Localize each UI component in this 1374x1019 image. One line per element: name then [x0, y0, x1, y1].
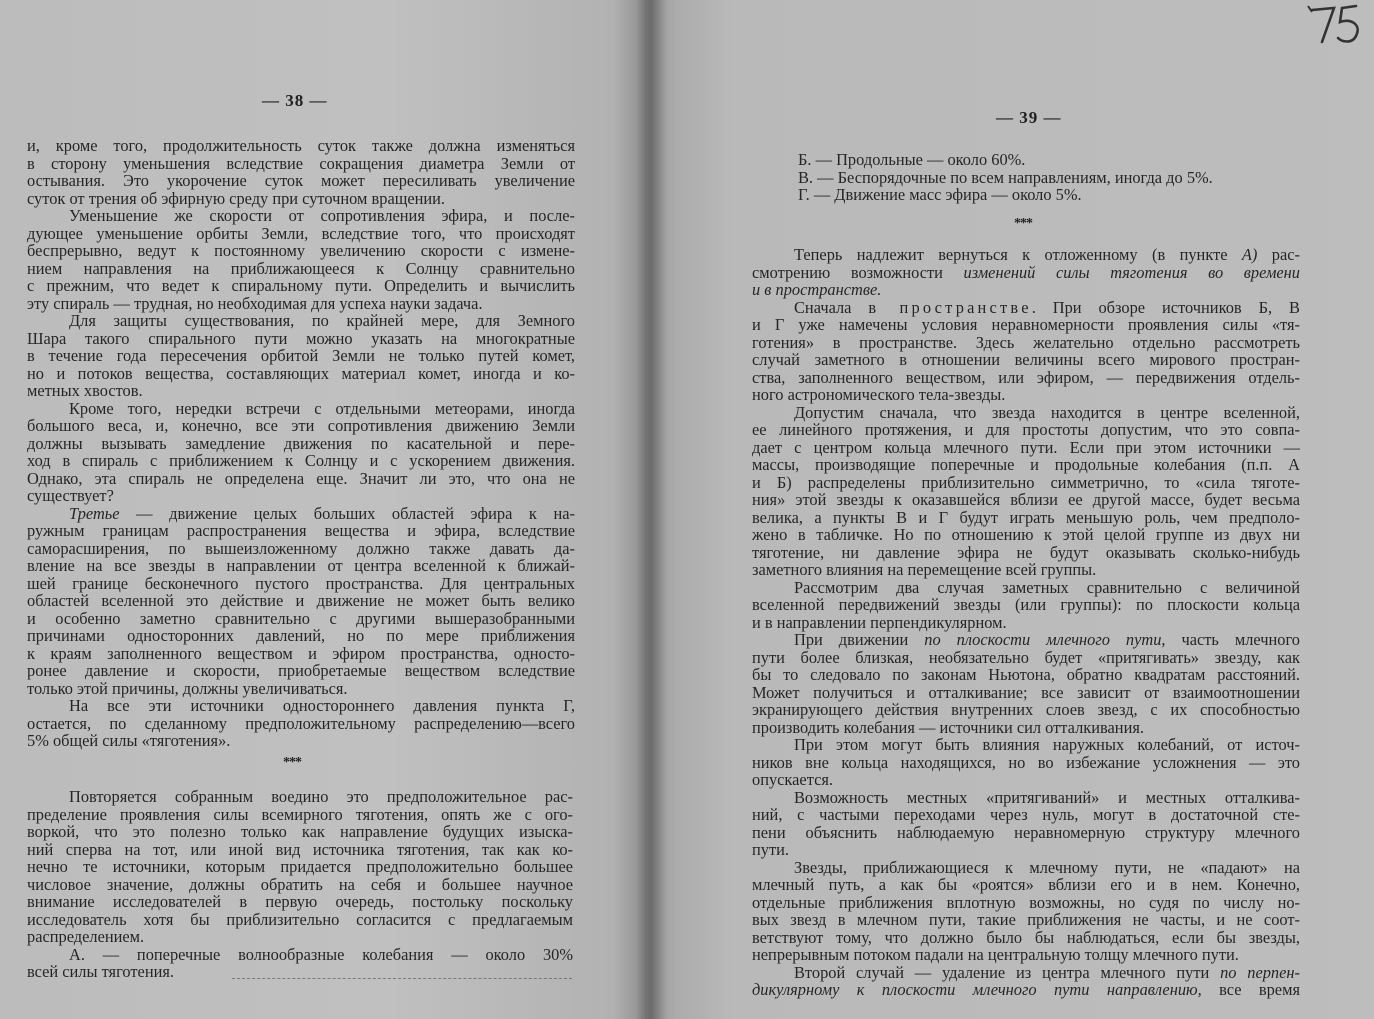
text-line: ния» этой звезды к оказавшейся вблизи ее другой массе, будет весьма [752, 490, 1300, 509]
text-line: 5% общей силы «тяготения». [27, 731, 231, 750]
paragraph [27, 697, 575, 750]
text-line: вселенной передвижений звезды (или группы): по плоскости кольца [752, 595, 1300, 614]
text-line: к краям заполненного веществом и эфиром пространства, односто- [27, 643, 575, 663]
italic-emphasis: по плоскости млечного пути, [924, 630, 1166, 649]
text-line: На все эти источники одностороннего давления пункта Г, [69, 696, 575, 715]
text-line: ветствуют тому, что должно было бы наблюдаться, если бы звезды, [752, 927, 1300, 947]
text-line: Допустим сначала, что звезда находится в центре вселенной, [794, 402, 1300, 422]
text-block [27, 788, 573, 981]
text-line: дает с центром кольца млечного пути. Если при этом источники — [752, 437, 1300, 457]
text-line [752, 964, 1300, 982]
text-line [752, 246, 1300, 264]
text-line [752, 264, 1300, 282]
text-line: заметного влияния на перемещение всей группы. [752, 560, 1097, 579]
page-number: — 39 — [996, 108, 1062, 127]
text-line: воркой, что это полезно только как направление будущих изыска- [27, 822, 573, 841]
text-line: непрерывным потоком падали на центральную толщу млечного пути. [752, 945, 1239, 964]
text-line: Кроме того, нередки встречи с отдельными метеорами, иногда [69, 398, 575, 418]
text-line: внимание исследователей в первую очередь, постольку поскольку [27, 892, 573, 911]
paragraph [752, 789, 1300, 859]
text-line: Для защиты существования, по крайней мере, для Земного [69, 311, 575, 330]
text-line: и Б) распределены приблизительно симметрично, то «сила тяготе- [752, 472, 1300, 492]
text-line: в сторону уменьшения вследствие сокращения диаметра Земли от [27, 153, 575, 173]
text-line: и, кроме того, продолжительность суток также должна изменяться [27, 136, 575, 155]
text-line: ства, заполненного веществом, или эфиром, — передвижения отдель- [752, 367, 1300, 387]
text-line: всей силы тяготения. [27, 962, 174, 981]
text-line: ников вне кольца находящихся, но во избежание усложнения — это [752, 752, 1300, 772]
text-line: в течение года пересечения орбитой Земли не только путей комет, [27, 346, 575, 365]
text-segment: часть млечного [1165, 630, 1300, 649]
spaced-emphasis: в пространстве [868, 297, 1032, 317]
text-segment: Сначала [794, 297, 869, 317]
italic-emphasis: Третье [69, 503, 120, 523]
text-segment: все время [1201, 980, 1300, 999]
text-line: и в направлении перпендикулярном. [752, 612, 1007, 632]
list-item: В. — Беспорядочные по всем направлениям, иногда до 5%. [798, 167, 1213, 187]
text-line: остается, по сделанному предположительному распределению—всего [27, 713, 575, 733]
text-line: ход в спираль с приближением к Солнцу и с ускорением движения. [27, 451, 575, 470]
text-line: числовое значение, должны обратить на себя и большее научное [27, 874, 573, 894]
text-line: должны вызывать замедление движения по касательной и пере- [27, 433, 575, 453]
text-line: Звезды, приближающиеся к млечному пути, не «падают» на [794, 857, 1300, 877]
paragraph [752, 299, 1300, 404]
list-item: Г. — Движение масс эфира — около 5%. [798, 185, 1082, 204]
paragraph [752, 964, 1300, 999]
paragraph [752, 631, 1300, 736]
left-page [0, 0, 645, 1019]
text-line: велика, а пункты В и Г будут играть меньшую роль, чем предполо- [752, 507, 1300, 527]
text-line: шей границе бесконечного пустого пространства. Для центральных [27, 573, 575, 593]
text-line: ружным границам распространения вещества и эфира, вследствие [27, 521, 575, 540]
text-line: только этой причины, должны увеличиваться. [27, 678, 348, 698]
text-line: бы то следовало по законам Ньютона, обратно квадратам расстояний. [752, 665, 1300, 684]
text-line: ного астрономического тела-звезды. [752, 385, 1006, 404]
text-line: но и потоков вещества, составляющих материал комет, иногда и ко- [27, 363, 575, 383]
text-line: пути более близкая, необязательно будет «притягивать» звезду, как [752, 647, 1300, 667]
italic-emphasis: А) [1241, 245, 1258, 264]
text-line: Повторяется собранным воедино это предположительное рас- [69, 787, 573, 806]
handwritten-page-mark [1306, 2, 1372, 50]
text-segment: смотрению возможности [752, 262, 964, 282]
text-line: производить колебания — источники сил отталкивания. [752, 717, 1144, 737]
text-line: остывания. Это укорочение суток может пересиливать увеличение [27, 171, 575, 190]
text-line: беспрерывно, ведут к постоянному увеличению скорости с измене- [27, 241, 575, 260]
text-line: причинами односторонних давлений, но по мере приближения [27, 626, 575, 645]
text-line: ний сперва на тот, или иной вид источника тяготения, так как ко- [27, 839, 573, 859]
text-line: суток от трения об эфирную среду при суточном вращении. [27, 188, 446, 208]
paragraph [27, 788, 573, 946]
italic-emphasis: изменений силы тяготения во времени [963, 262, 1301, 282]
text-line: ний, с частыми переходами через нуль, могут в достаточной сте- [752, 805, 1300, 824]
section-separator: *** [1014, 216, 1032, 231]
text-line: ронее давление и скорости, приобретаемые веществом вследствие [27, 661, 575, 680]
text-segment: Второй случай — удаление из центра млечного пути [794, 962, 1221, 982]
text-line [752, 299, 1300, 317]
text-block [27, 137, 575, 750]
text-line: опускается. [752, 770, 833, 789]
text-line: готения» в пространстве. Здесь желательно отдельно рассмотреть [752, 332, 1300, 352]
paragraph [752, 246, 1300, 299]
text-line: При этом могут быть влияния наружных колебаний, от источ- [794, 735, 1300, 754]
text-line: Может получиться и отталкивание; все зависит от взаимоотношении [752, 682, 1300, 702]
text-line: Шара такого спирального пути можно указать на многократные [27, 328, 575, 348]
text-segment: Теперь надлежит вернуться к отложенному (в пункте [794, 245, 1242, 264]
text-line: большого веса, и, конечно, все эти сопротивления движению Земли [27, 416, 575, 435]
text-line: тяготение, ни давление эфира не будут оказывать сколько-нибудь [752, 542, 1300, 562]
paragraph [27, 400, 575, 505]
text-line: А. — поперечные волнообразные колебания — около 30% [69, 944, 573, 964]
text-line: отдельные приближения вплотную возможны, но судя по числу но- [752, 892, 1300, 912]
paragraph [27, 207, 575, 312]
list-item: Б. — Продольные — около 60%. [798, 150, 1026, 169]
text-line: дующее уменьшение орбиты Земли, вследствие того, что происходят [27, 223, 575, 243]
text-segment: рас- [1257, 245, 1300, 264]
text-line: и Г уже намечены условия неравномерности проявления силы «тя- [752, 315, 1300, 334]
text-line [752, 281, 1300, 299]
text-line: нием направления на приближающееся к Солнцу сравнительно [27, 258, 575, 278]
text-line: метных хвостов. [27, 381, 143, 400]
italic-emphasis: и в пространстве. [752, 280, 882, 299]
paragraph [27, 137, 575, 207]
text-line: вление на все звезды в направлении от центра вселенной к ближай- [27, 556, 575, 575]
paragraph [752, 736, 1300, 789]
paragraph [752, 859, 1300, 964]
text-segment: При движении [794, 630, 925, 649]
text-line: пути. [752, 840, 789, 859]
text-line [752, 981, 1300, 999]
text-line: областей вселенной это действие и движение не может быть велико [27, 591, 575, 610]
section-separator: *** [283, 755, 301, 770]
text-line: существует? [27, 486, 114, 505]
text-line: ее линейного протяжения, и для простоты допустим, что это совпа- [752, 420, 1300, 439]
text-segment: — движение целых больших областей эфира к на- [119, 503, 575, 523]
text-line: вых звезд в млечном пути, такие приближения не часты, и не соот- [752, 910, 1300, 929]
text-line: эту спираль — трудная, но необходимая для успеха науки задача. [27, 293, 483, 313]
text-line: случай заметного в отношении величины всего мирового простран- [752, 350, 1300, 369]
paragraph [752, 579, 1300, 632]
italic-emphasis: дикулярному к плоскости млечного пути направлению, [752, 980, 1202, 999]
text-line: жено в табличке. Но по отношению к этой целой группе из двух ни [752, 525, 1300, 544]
text-line: Возможность местных «притягиваний» и местных отталкива- [794, 787, 1300, 807]
text-line: пределение проявления силы всемирного тяготения, опять же с ого- [27, 804, 573, 824]
text-line: распределением. [27, 927, 145, 946]
text-line: Однако, эта спираль не определена еще. Значит ли это, что она не [27, 468, 575, 488]
print-artifact-line [232, 975, 572, 979]
paragraph [752, 404, 1300, 579]
text-line: и особенно заметно сравнительно с другими вышеразобранными [27, 608, 575, 628]
text-line: Рассмотрим два случая заметных сравнительно с величиной [794, 577, 1300, 597]
text-block [752, 246, 1300, 999]
text-line: млечный путь, а как бы «роятся» вблизи его и в нем. Конечно, [752, 875, 1300, 894]
text-line: нечно те источники, которым придается предположительно большее [27, 857, 573, 876]
text-line: экранирующего действия внутренних слоев звезд, с их способностью [752, 700, 1300, 719]
text-line: саморасширения, по вышеизложенному должно также давать да- [27, 538, 575, 558]
page-number: — 38 — [262, 91, 328, 110]
text-line: массы, производящие поперечные и продольные колебания (п.п. А [752, 455, 1300, 474]
percentage-list [798, 151, 1318, 204]
paragraph [27, 505, 575, 698]
text-line: пени объяснить наблюдаемую неравномерную структуру млечного [752, 822, 1300, 842]
text-line [752, 631, 1300, 649]
paragraph [27, 312, 575, 400]
italic-emphasis: по перпен- [1220, 962, 1300, 982]
text-line [27, 505, 575, 523]
text-line: с прежним, что ведет к спиральному пути. Определить и вычислить [27, 276, 575, 295]
text-line: исследователь хотя бы приблизительно согласится с предлагаемым [27, 909, 573, 929]
book-gutter [636, 0, 666, 1019]
text-line: Уменьшение же скорости от сопротивления эфира, и после- [69, 206, 575, 225]
text-segment: . При обзоре источников Б, В [1031, 297, 1300, 317]
